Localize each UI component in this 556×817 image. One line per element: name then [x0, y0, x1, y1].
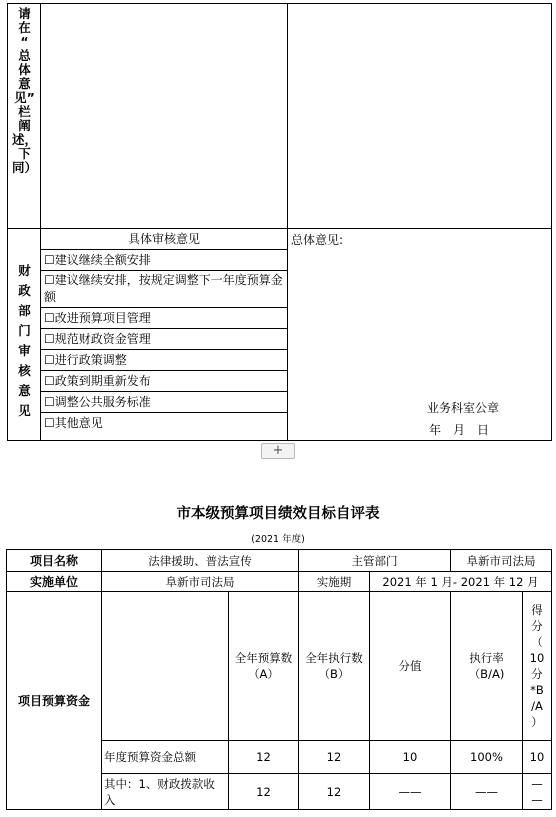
row-fiscal-executed: 12	[299, 774, 370, 810]
option-full-arrangement[interactable]: ☐建议继续全额安排	[41, 250, 287, 271]
unit-label: 实施单位	[7, 572, 102, 592]
review-options	[41, 229, 287, 433]
row-total-budget: 12	[229, 741, 299, 774]
period-value: 2021 年 1 月- 2021 年 12 月	[370, 572, 552, 592]
row-fiscal-exec-rate: ——	[451, 774, 523, 810]
form-title: 市本级预算项目绩效目标自评表	[176, 506, 380, 522]
row-total-exec-rate: 100%	[451, 741, 523, 774]
option-adjust-budget[interactable]: ☐建议继续安排，按规定调整下一年度预算金额	[41, 271, 287, 308]
option-improve-management[interactable]: ☐改进预算项目管理	[41, 308, 287, 329]
option-policy-adjust[interactable]: ☐进行政策调整	[41, 350, 287, 371]
col-budget-header: 全年预算数（A）	[229, 592, 299, 741]
date-label: 年 月 日	[429, 423, 490, 437]
option-service-standard[interactable]: ☐调整公共服务标准	[41, 392, 287, 413]
row-fiscal-label: 其中：1、财政拨款收入	[102, 774, 229, 810]
review-options-cell	[41, 229, 288, 441]
performance-table	[6, 549, 552, 810]
col-score-value-header: 分值	[370, 592, 451, 741]
row-total-score-value: 10	[370, 741, 451, 774]
unit-value: 阜新市司法局	[102, 572, 299, 592]
dept-value: 阜新市司法局	[451, 550, 552, 572]
funds-blank-header	[102, 592, 229, 741]
finance-label-cell	[8, 229, 41, 441]
period-label: 实施期	[299, 572, 370, 592]
project-name-label: 项目名称	[7, 550, 102, 572]
row-fiscal-score: — —	[523, 774, 552, 810]
overall-opinion-label: 总体意见:	[291, 233, 344, 247]
left-vertical-label: 请 在 “ 总 体 意 见” 栏 阐 述， 下 同）	[11, 6, 37, 175]
form-year: (2021 年度)	[251, 534, 305, 545]
row-fiscal-budget: 12	[229, 774, 299, 810]
funds-label: 项目预算资金	[7, 592, 102, 810]
overall-opinion-cell	[288, 229, 552, 441]
row-total-executed: 12	[299, 741, 370, 774]
row-total-label: 年度预算资金总额	[102, 741, 229, 774]
project-name-value: 法律援助、普法宣传	[102, 550, 299, 572]
row-fiscal-score-value: ——	[370, 774, 451, 810]
col-score-header: 得 分 （ 10 分 *B /A ）	[523, 592, 552, 741]
dept-label: 主管部门	[299, 550, 451, 572]
finance-review-table	[7, 3, 552, 441]
col-exec-rate-header: 执行率（B/A)	[451, 592, 523, 741]
right-blank-cell	[288, 4, 552, 229]
option-standardize-funds[interactable]: ☐规范财政资金管理	[41, 329, 287, 350]
add-section-button[interactable]: +	[261, 443, 295, 459]
option-other[interactable]: ☐其他意见	[44, 416, 103, 430]
left-blank-cell	[41, 4, 288, 229]
finance-vertical-label: 财 政 部 门 审 核 意 见	[18, 263, 31, 418]
review-header: 具体审核意见	[41, 229, 287, 250]
stamp-label: 业务科室公章	[427, 401, 500, 415]
left-label-cell	[8, 4, 41, 229]
row-total-score: 10	[523, 741, 552, 774]
option-policy-republish[interactable]: ☐政策到期重新发布	[41, 371, 287, 392]
col-executed-header: 全年执行数（B）	[299, 592, 370, 741]
